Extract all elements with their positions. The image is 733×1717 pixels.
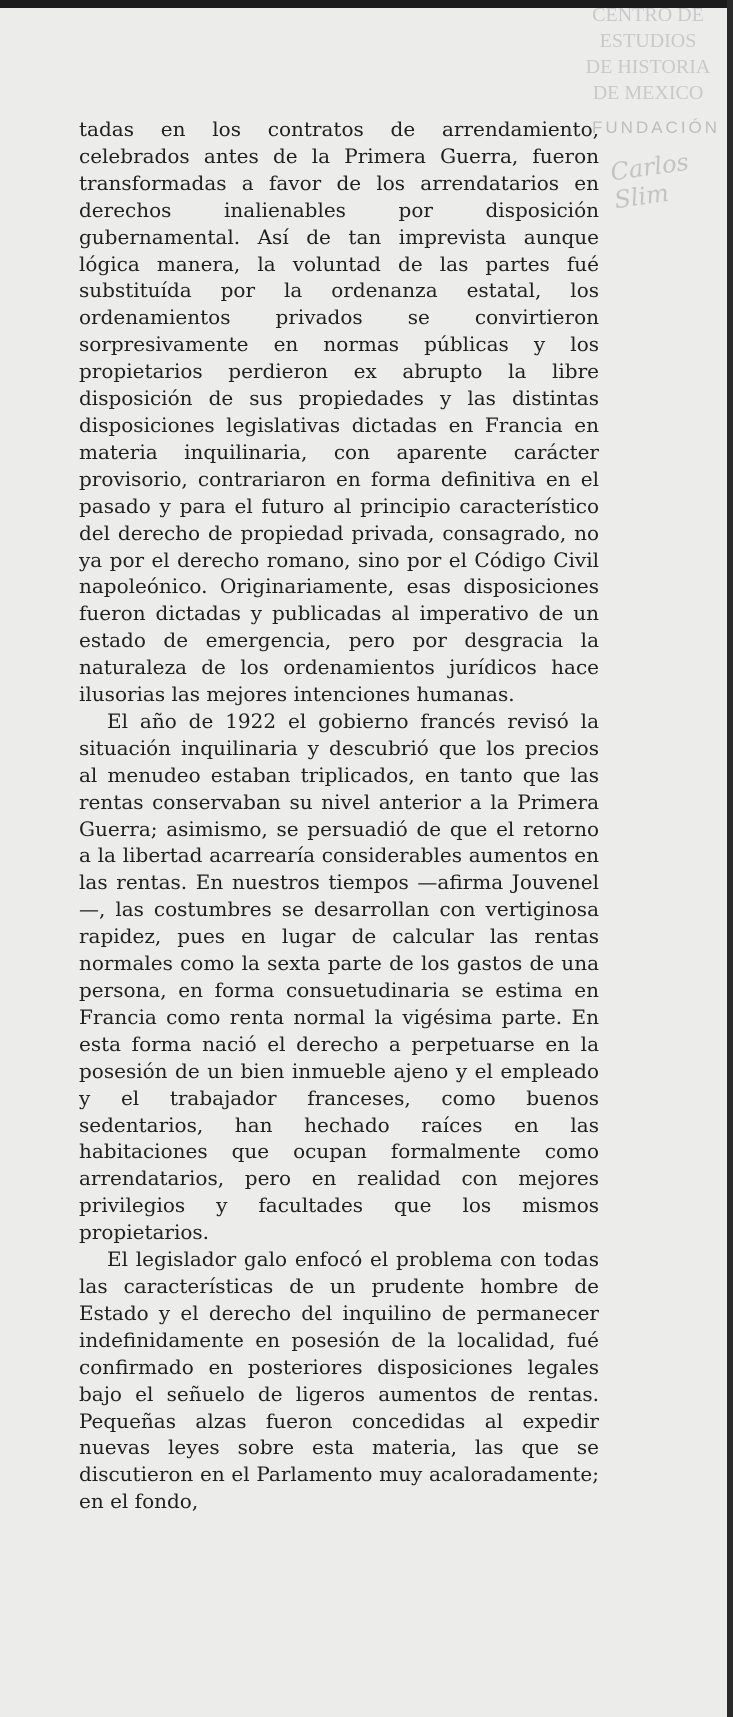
watermark-fundacion: FUNDACIÓN [592, 118, 721, 137]
watermark-line: CENTRO DE [592, 4, 704, 26]
body-text [79, 116, 599, 1515]
paragraph-1: tadas en los contratos de arrendamiento, celebrados antes de la Primera Guerra, fueron transformadas a favor de los arrendatarios en derechos inalienables por disposición gubernamental. Así de tan imprevista aunque lógica manera, la voluntad de las partes fué substituída por la ordenanza estatal, los ordenamientos privados se convirtieron sorpresivamente en normas públicas y los propietarios perdieron ex abrupto la libre disposición de sus propiedades y las distintas disposiciones legislativas dictadas en Francia en materia inquilinaria, con aparente carácter provisorio, contrariaron en forma definitiva en el pasado y para el futuro al principio característico del derecho de propiedad privada, consagrado, no ya por el derecho romano, sino por el Código Civil napoleónico. Originariamente, esas disposiciones fueron dictadas y publicadas al imperativo de un estado de emergencia, pero por desgracia la naturaleza de los ordenamientos jurídicos hace ilusorias las mejores intenciones humanas. [79, 117, 599, 707]
archive-watermark [573, 2, 723, 106]
watermark-line: ESTUDIOS [599, 30, 697, 52]
watermark-line: DE MEXICO [592, 82, 704, 104]
paragraph-2: El año de 1922 el gobierno francés revisó la situación inquilinaria y descubrió que los precios al menudeo estaban triplicados, en tanto que las rentas conservaban su nivel anterior a la Primera Guerra; asimismo, se persuadió de que el retorno a la libertad acarrearía considerables aumentos en las rentas. En nuestros tiempos —afirma Jouvenel—, las costumbres se desarrollan con vertiginosa rapidez, pues en lugar de calcular las rentas normales como la sexta parte de los gastos de una persona, en forma consuetudinaria se estima en Francia como renta normal la vigésima parte. En esta forma nació el derecho a perpetuarse en la posesión de un bien inmueble ajeno y el empleado y el trabajador franceses, como buenos sedentarios, han hechado raíces en las habitaciones que ocupan formalmente como arrendatarios, pero en realidad con mejores privilegios y facultades que los mismos propietarios. [79, 708, 599, 1245]
watermark-signature: Carlos Slim [608, 147, 691, 215]
right-edge-border [727, 0, 733, 1717]
watermark-line: DE HISTORIA [585, 56, 711, 78]
paragraph-3: El legislador galo enfocó el problema con todas las características de un prudente hombre de Estado y el derecho del inquilino de permanecer indefinidamente en posesión de la localidad, fué confirmado en posteriores disposiciones legales bajo el señuelo de ligeros aumentos de rentas. Pequeñas alzas fueron concedidas al expedir nuevas leyes sobre esta materia, las que se discutieron en el Parlamento muy acaloradamente; en el fondo, [79, 1247, 599, 1514]
